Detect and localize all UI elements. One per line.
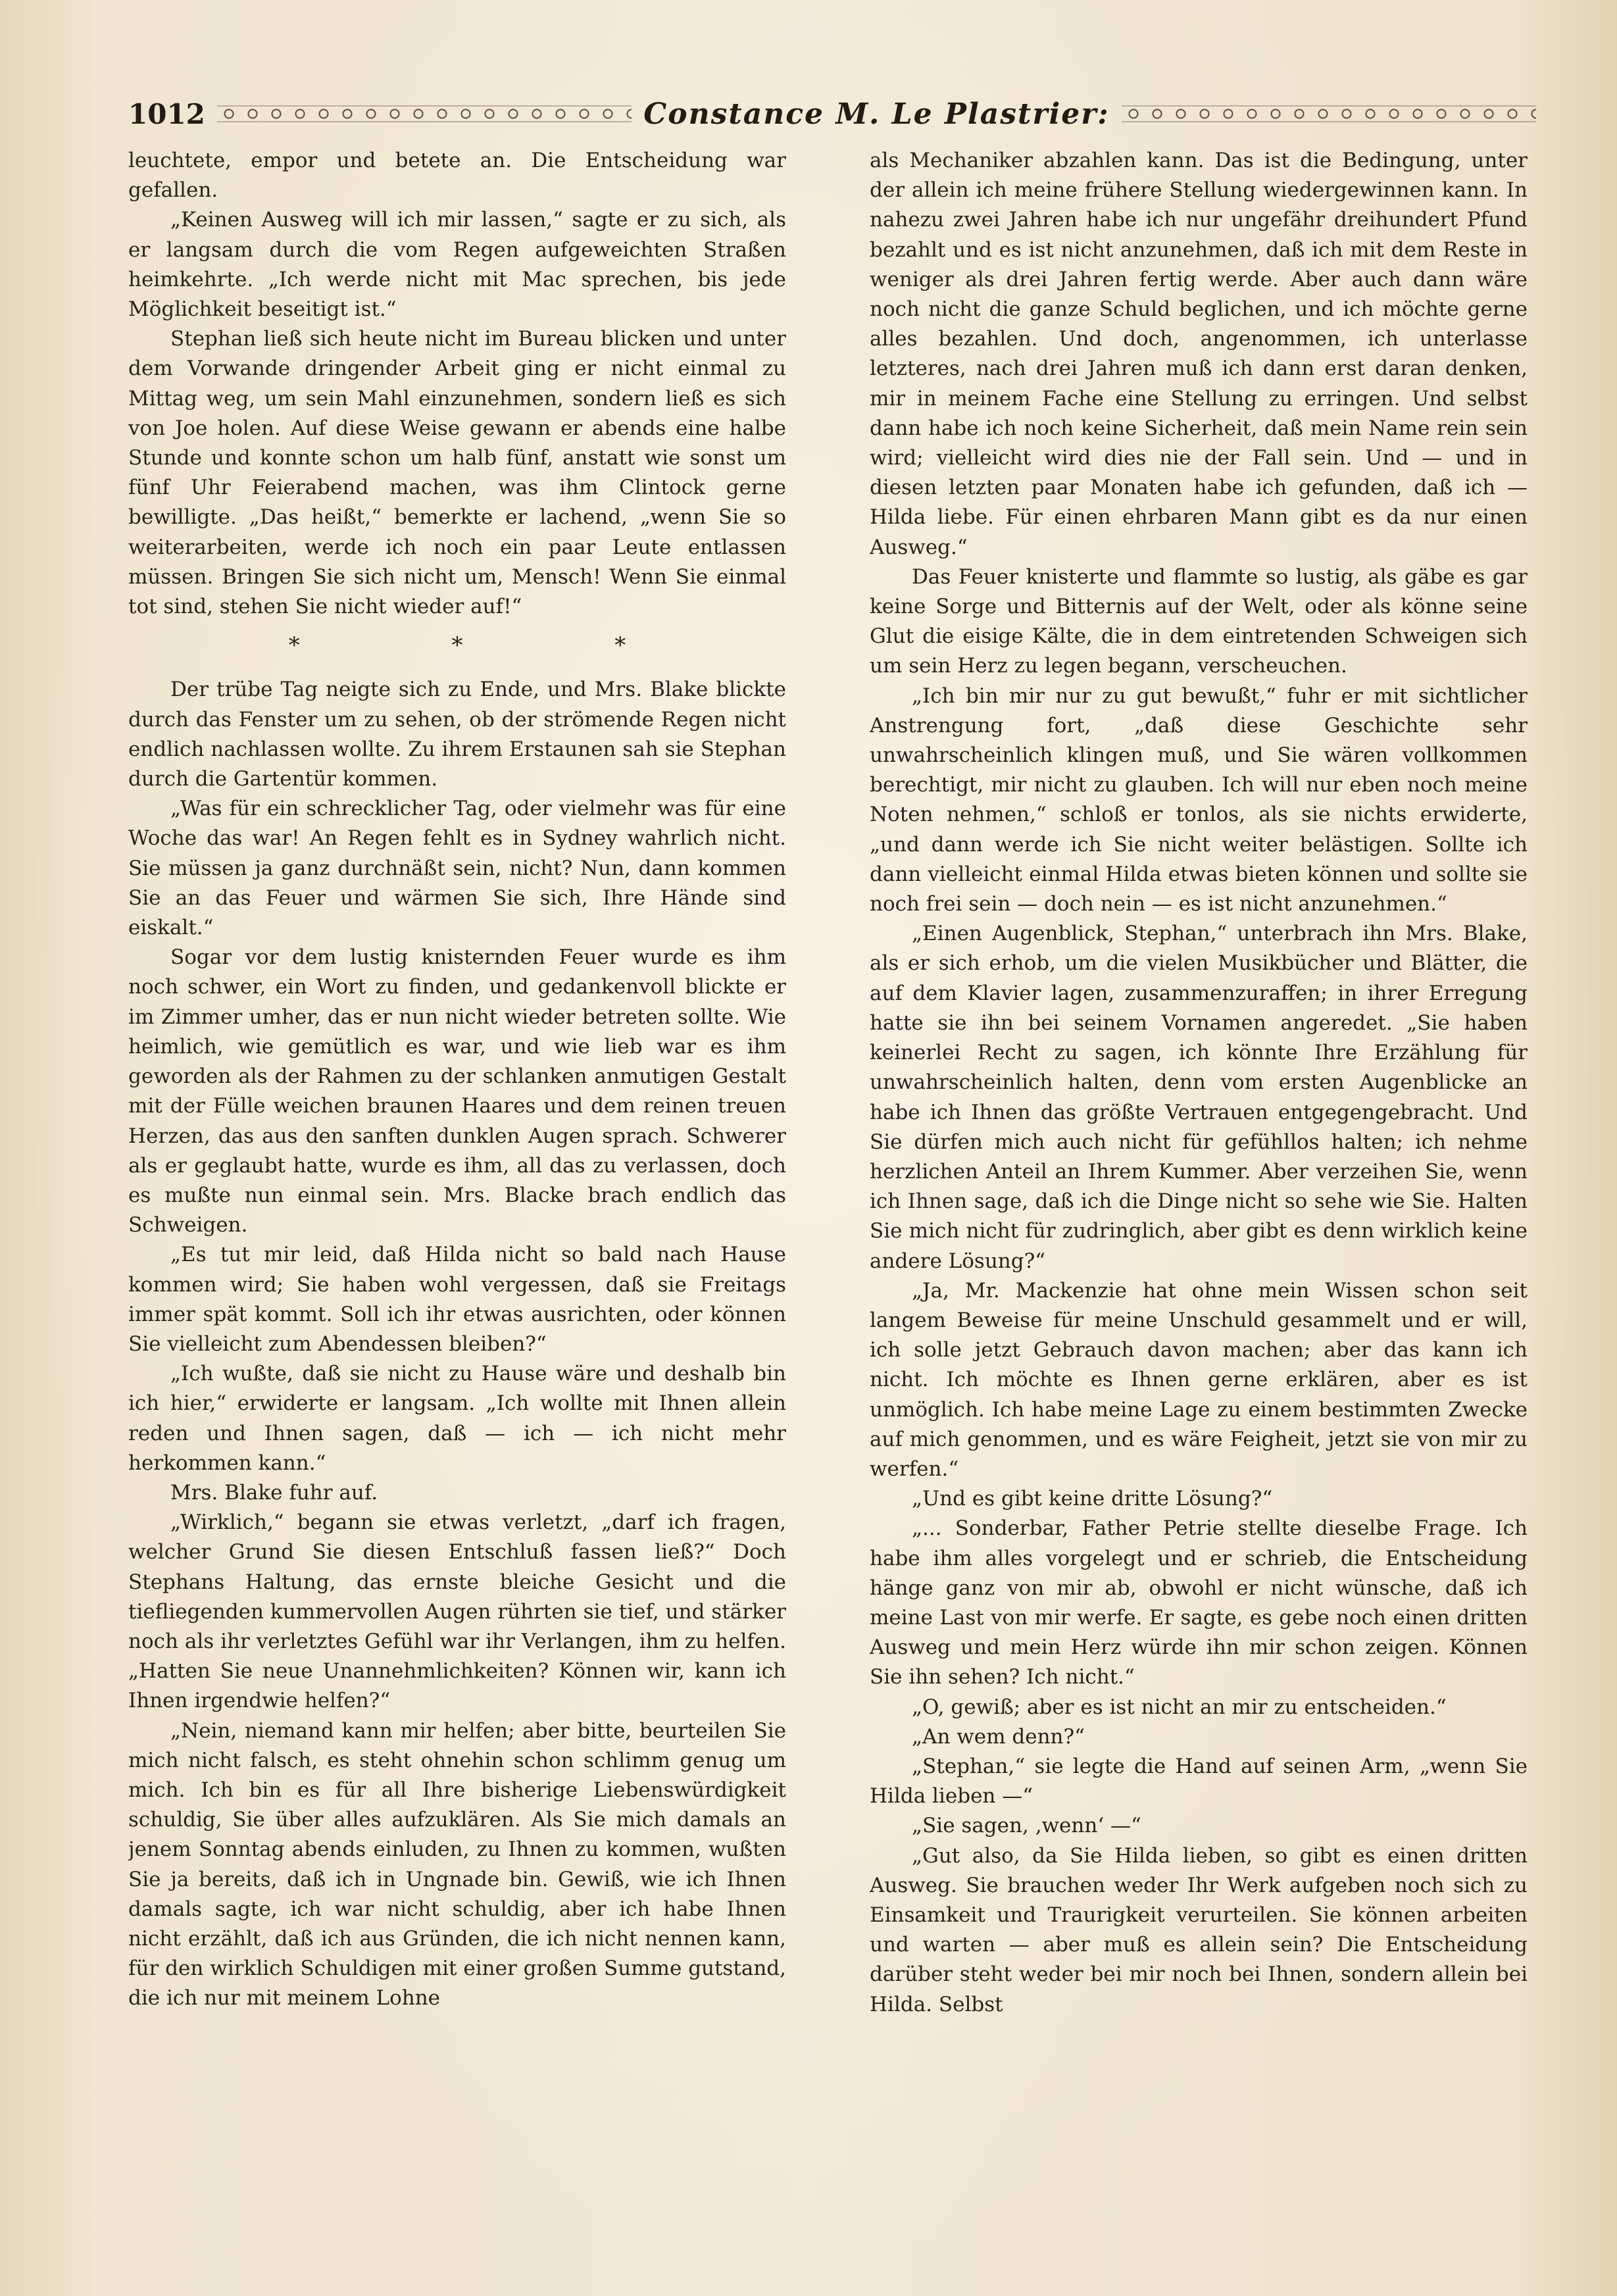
- right-column: [870, 146, 1528, 2232]
- paragraph: „Nein, niemand kann mir helfen; aber bitte, beurteilen Sie mich nicht falsch, es steht ohnehin schon schlimm genug um mich. Ich bin es für all Ihre bisherige Liebenswürdigkeit schuldig, Sie über alles aufzuklären. Als Sie mich damals an jenem Sonntag abends einluden, zu Ihnen zu kommen, wußten Sie ja bereits, daß ich in Ungnade bin. Gewiß, wie ich Ihnen damals sagte, ich war nicht schuldig, aber ich habe Ihnen nicht erzählt, daß ich aus Gründen, die ich nicht nennen kann, für den wirklich Schuldigen mit einer großen Summe gutstand, die ich nur mit meinem Lohne: [128, 1718, 786, 2010]
- left-paragraphs: [128, 146, 786, 622]
- paragraph: Der trübe Tag neigte sich zu Ende, und Mrs. Blake blickte durch das Fenster um zu sehen, ob der strömende Regen nicht endlich nachlassen wollte. Zu ihrem Erstaunen sah sie Stephan durch die Gartentür kommen.: [128, 678, 786, 791]
- paragraph: „Gut also, da Sie Hilda lieben, so gibt es einen dritten Ausweg. Sie brauchen weder Ihr Werk aufgeben noch sich zu Einsamkeit und Traurigkeit verurteilen. Sie können arbeiten und warten — aber muß es allein sein? Die Entscheidung darüber steht weder bei mir noch bei Ihnen, sondern allein bei Hilda. Selbst: [870, 1843, 1528, 2016]
- paragraph: „Es tut mir leid, daß Hilda nicht so bald nach Hause kommen wird; Sie haben wohl vergessen, daß sie Freitags immer spät kommt. Soll ich ihr etwas ausrichten, oder können Sie vielleicht zum Abendessen bleiben?“: [128, 1243, 786, 1356]
- paragraph: „Einen Augenblick, Stephan,“ unterbrach ihn Mrs. Blake, als er sich erhob, um die vielen Musikbücher und Blätter, die auf dem Klavier lagen, zusammenzuraffen; in ihrer Erregung hatte sie ihn bei seinem Vornamen angeredet. „Sie haben keinerlei Recht zu sagen, ich könnte Ihre Erzählung für unwahrscheinlich halten, denn vom ersten Augenblicke an habe ich Ihnen das größte Vertrauen entgegengebracht. Und Sie dürfen mich auch nicht für gefühllos halten; ich nehme herzlichen Anteil an Ihrem Kummer. Aber verzeihen Sie, wenn ich Ihnen sage, daß ich die Dinge nicht so sehe wie Sie. Halten Sie mich nicht für zudringlich, aber gibt es denn wirklich keine andere Lösung?“: [870, 922, 1528, 1273]
- paragraph: Sogar vor dem lustig knisternden Feuer wurde es ihm noch schwer, ein Wort zu finden, und gedankenvoll blickte er im Zimmer umher, das er nun nicht wieder betreten sollte. Wie heimlich, wie gemütlich es war, und wie lieb war es ihm geworden als der Rahmen zu der schlanken anmutigen Gestalt mit der Fülle weichen braunen Haares und dem reinen treuen Herzen, das aus den sanften dunklen Augen sprach. Schwerer als er geglaubt hatte, wurde es ihm, all das zu verlassen, doch es mußte nun einmal sein. Mrs. Blacke brach endlich das Schweigen.: [128, 945, 786, 1237]
- ornament-rule-right: [1122, 105, 1536, 122]
- paragraph: „Stephan,“ sie legte die Hand auf seinen Arm, „wenn Sie Hilda lieben —“: [870, 1754, 1528, 1809]
- paragraph: „Ich bin mir nur zu gut bewußt,“ fuhr er mit sichtlicher Anstrengung fort, „daß diese Geschichte sehr unwahrscheinlich klingen muß, und Sie wären vollkommen berechtigt, mir nicht zu glauben. Ich will nur eben noch meine Noten nehmen,“ schloß er tonlos, als sie nichts erwiderte, „und dann werde ich Sie nicht weiter belästigen. Sollte ich dann vielleicht einmal Hilda etwas bieten können und sollte sie noch frei sein — doch nein — es ist nicht anzunehmen.“: [870, 684, 1528, 916]
- paragraph: als Mechaniker abzahlen kann. Das ist die Bedingung, unter der allein ich meine frühere Stellung wiedergewinnen kann. In nahezu zwei Jahren habe ich nur ungefähr dreihundert Pfund bezahlt und es ist nicht anzunehmen, daß ich mit dem Reste in weniger als drei Jahren fertig werde. Aber auch dann wäre noch nicht die ganze Schuld beglichen, und ich möchte gerne alles bezahlen. Und doch, angenommen, ich unterlasse letzteres, nach drei Jahren muß ich dann erst daran denken, mir in meinem Fache eine Stellung zu erringen. Und selbst dann habe ich noch keine Sicherheit, daß mein Name rein sein wird; vielleicht wird dies nie der Fall sein. Und — und in diesen letzten paar Monaten habe ich gefunden, daß ich — Hilda liebe. Für einen ehrbaren Mann gibt es da nur einen Ausweg.“: [870, 149, 1528, 559]
- section-divider: * * *: [288, 632, 699, 659]
- left-column: [128, 146, 786, 2232]
- paragraph: Stephan ließ sich heute nicht im Bureau blicken und unter dem Vorwande dringender Arbeit ging er nicht einmal zu Mittag weg, um sein Mahl einzunehmen, sondern ließ es sich von Joe holen. Auf diese Weise gewann er abends eine halbe Stunde und konnte schon um halb fünf, anstatt wie sonst um fünf Uhr Feierabend machen, was ihm Clintock gerne bewilligte. „Das heißt,“ bemerkte er lachend, „wenn Sie so weiterarbeiten, werde ich noch ein paar Leute entlassen müssen. Bringen Sie sich nicht um, Mensch! Wenn Sie einmal tot sind, stehen Sie nicht wieder auf!“: [128, 327, 786, 619]
- paragraph: „Was für ein schrecklicher Tag, oder vielmehr was für eine Woche das war! An Regen fehlt es in Sydney wahrlich nicht. Sie müssen ja ganz durchnäßt sein, nicht? Nun, dann kommen Sie an das Feuer und wärmen Sie sich, Ihre Hände sind eiskalt.“: [128, 797, 786, 940]
- right-paragraphs: [870, 146, 1528, 2020]
- paragraph: „O, gewiß; aber es ist nicht an mir zu entscheiden.“: [912, 1695, 1447, 1719]
- running-title: Constance M. Le Plastrier:: [643, 97, 1110, 131]
- paragraph: „... Sonderbar, Father Petrie stellte dieselbe Frage. Ich habe ihm alles vorgelegt und er schrieb, die Entscheidung hänge ganz von mir ab, obwohl er nicht wünsche, daß ich meine Last von mir werfe. Er sagte, es gebe noch einen dritten Ausweg und mein Herz würde ihn mir schon zeigen. Können Sie ihn sehen? Ich nicht.“: [870, 1516, 1528, 1689]
- paragraph: „Sie sagen, ‚wenn‘ —“: [912, 1814, 1141, 1838]
- paragraph: „Ich wußte, daß sie nicht zu Hause wäre und deshalb bin ich hier,“ erwiderte er langsam. „Ich wollte mit Ihnen allein reden und Ihnen sagen, daß — ich — ich nicht mehr herkommen kann.“: [128, 1362, 786, 1475]
- paragraph: „An wem denn?“: [912, 1724, 1085, 1749]
- paragraph: Das Feuer knisterte und flammte so lustig, als gäbe es gar keine Sorge und Bitternis auf der Welt, oder als könne seine Glut die eisige Kälte, die in dem eintretenden Schweigen sich um sein Herz zu legen begann, verscheuchen.: [870, 564, 1528, 678]
- paragraph: Mrs. Blake fuhr auf.: [170, 1480, 378, 1505]
- paragraph: „Und es gibt keine dritte Lösung?“: [912, 1487, 1273, 1511]
- paragraph: „Wirklich,“ begann sie etwas verletzt, „darf ich fragen, welcher Grund Sie diesen Entschluß fassen ließ?“ Doch Stephans Haltung, das ernste bleiche Gesicht und die tiefliegenden kummervollen Augen rührten sie tief, und stärker noch als ihr verletztes Gefühl war ihr Verlangen, ihm zu helfen. „Hatten Sie neue Unannehmlichkeiten? Können wir, kann ich Ihnen irgendwie helfen?“: [128, 1510, 786, 1713]
- paragraph: „Keinen Ausweg will ich mir lassen,“ sagte er zu sich, als er langsam durch die vom Regen aufgeweichten Straßen heimkehrte. „Ich werde nicht mit Mac sprechen, bis jede Möglichkeit beseitigt ist.“: [128, 208, 786, 322]
- paragraph: „Ja, Mr. Mackenzie hat ohne mein Wissen schon seit langem Beweise für meine Unschuld gesammelt und er will, ich solle jetzt Gebrauch davon machen; aber das kann ich nicht. Ich möchte es Ihnen gerne erklären, aber es ist unmöglich. Ich habe meine Lage zu einem bestimmten Zwecke auf mich genommen, und es wäre Feigheit, jetzt sie von mir zu werfen.“: [870, 1278, 1528, 1481]
- page-header: [128, 91, 1536, 137]
- page-number: 1012: [128, 97, 205, 130]
- paragraph: leuchtete, empor und betete an. Die Entscheidung war gefallen.: [128, 149, 786, 203]
- ornament-rule-left: [217, 105, 632, 122]
- left-paragraphs-after-divider: [128, 675, 786, 2013]
